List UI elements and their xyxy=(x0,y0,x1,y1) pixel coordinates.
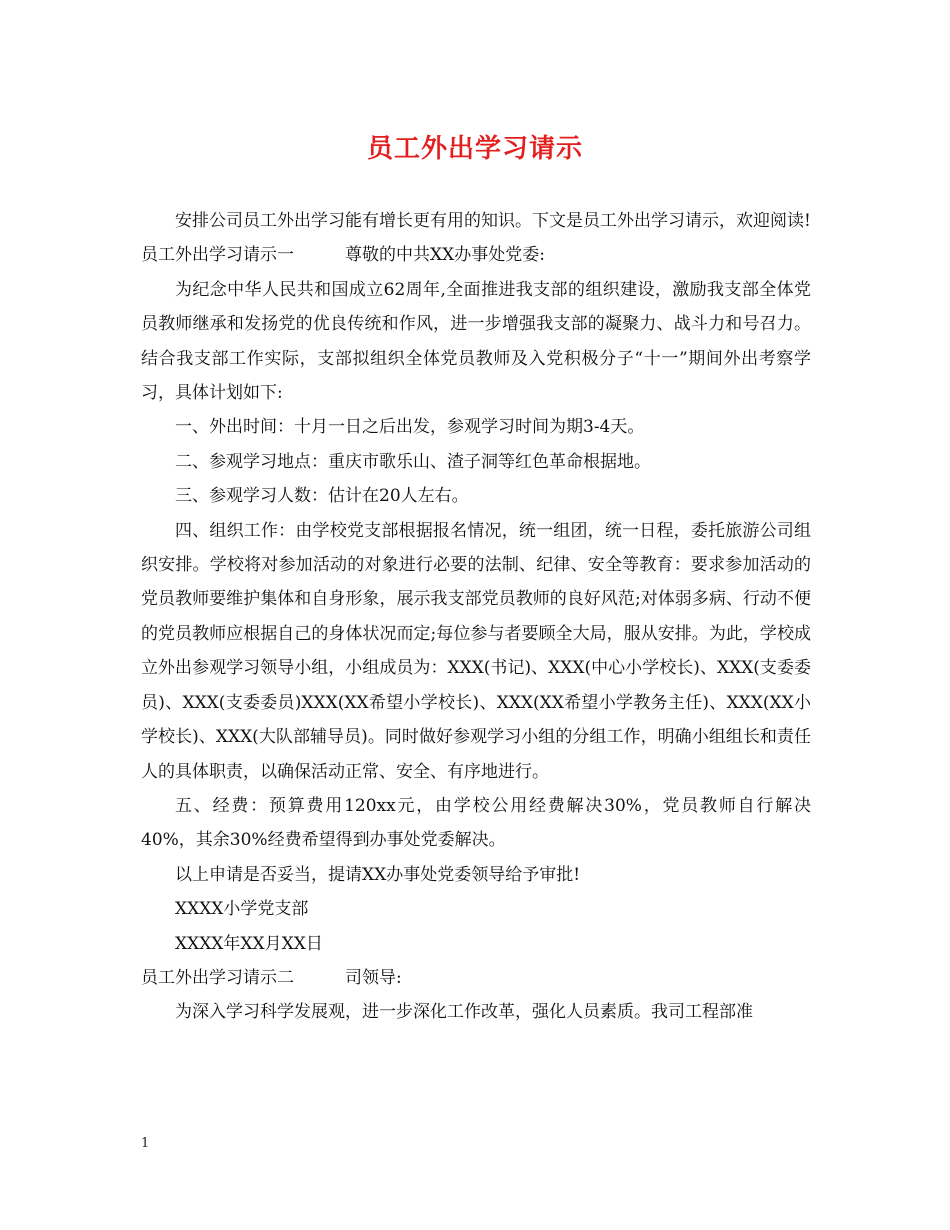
section-1-request-line: 以上申请是否妥当，提请XX办事处党委领导给予审批! xyxy=(175,864,581,885)
section-1-signature: XXXX小学党支部 xyxy=(175,899,309,920)
document-body xyxy=(141,204,811,1030)
section-1-item-budget: 五、经费：预算费用120xx元，由学校公用经费解决30%，党员教师自行解决40%，其余30%经费希望得到办事处党委解决。 xyxy=(141,795,811,851)
section-1-paragraph: 为纪念中华人民共和国成立62周年,全面推进我支部的组织建设，激励我支部全体党员教师继承和发扬党的优良传统和作风，进一步增强我支部的凝聚力、战斗力和号召力。结合我支部工作实际，支部拟组织全体党员教师及入党积极分子“十一”期间外出考察学习，具体计划如下: xyxy=(141,279,811,404)
section-1-item-organization: 四、组织工作：由学校党支部根据报名情况，统一组团，统一日程，委托旅游公司组织安排。学校将对参加活动的对象进行必要的法制、纪律、安全等教育：要求参加活动的党员教师要维护集体和自身形象，展示我支部党员教师的良好风范;对体弱多病、行动不便的党员教师应根据自己的身体状况而定;每位参与者要顾全大局，服从安排。为此，学校成立外出参观学习领导小组，小组成员为：XXX(书记)、XXX(中心小学校长)、XXX(支委委员)、XXX(支委委员)XXX(XX希望小学校长)、XXX(XX希望小学教务主任)、XXX(XX小学校长)、XXX(大队部辅导员)。同时做好参观学习小组的分组工作，明确小组组长和责任人的具体职责，以确保活动正常、安全、有序地进行。 xyxy=(141,520,811,782)
section-1-date: XXXX年XX月XX日 xyxy=(175,933,323,954)
section-1-item-location: 二、参观学习地点：重庆市歌乐山、渣子洞等红色革命根据地。 xyxy=(175,451,651,472)
section-1-header xyxy=(141,238,811,272)
section-2-heading: 员工外出学习请示二 xyxy=(141,967,294,988)
intro-paragraph: 安排公司员工外出学习能有增长更有用的知识。下文是员工外出学习请示，欢迎阅读! xyxy=(175,211,811,231)
section-2-header xyxy=(141,961,811,995)
section-2-salutation: 司领导: xyxy=(345,967,402,988)
page-number: 1 xyxy=(141,1136,150,1151)
section-1-item-headcount: 三、参观学习人数：估计在20人左右。 xyxy=(175,486,469,507)
section-1-salutation: 尊敬的中共XX办事处党委: xyxy=(345,245,545,266)
section-1-heading: 员工外出学习请示一 xyxy=(141,245,294,266)
document-title: 员工外出学习请示 xyxy=(366,134,583,164)
section-2-paragraph: 为深入学习科学发展观，进一步深化工作改革，强化人员素质。我司工程部准 xyxy=(175,1002,753,1023)
section-1-item-time: 一、外出时间：十月一日之后出发，参观学习时间为期3-4天。 xyxy=(175,417,645,438)
